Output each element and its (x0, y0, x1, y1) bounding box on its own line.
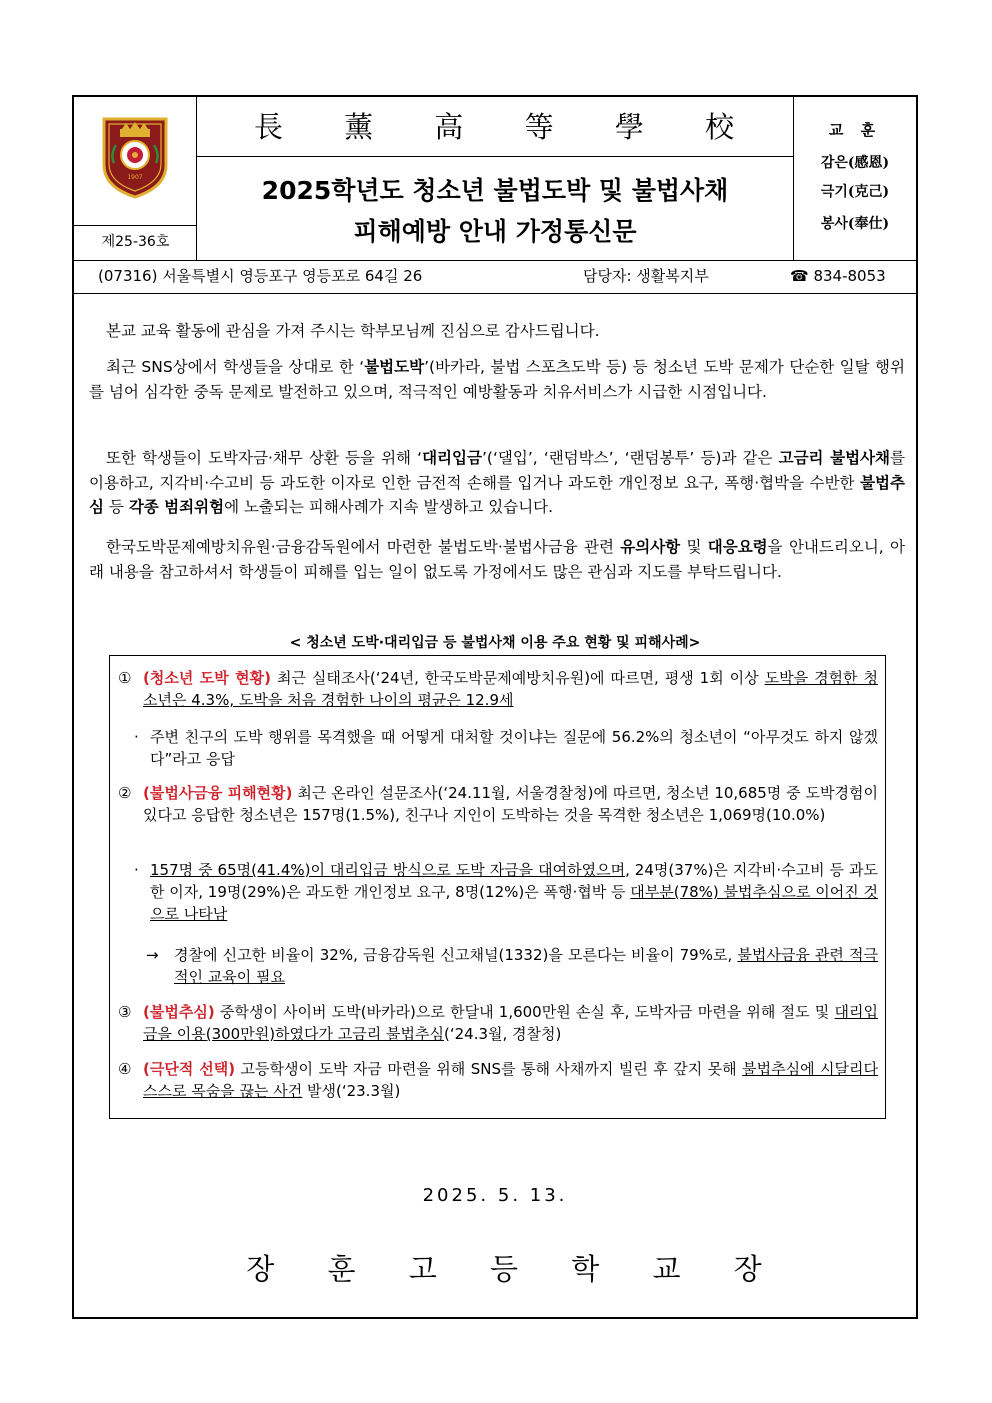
cases-box (109, 655, 886, 1119)
item-1: ① (청소년 도박 현황) 최근 실태조사(‘24년, 한국도박문제예방치유원)에 따르면, 평생 1회 이상 도박을 경험한 청소년은 4.3%, 도박을 처음 경험한 나이의 평균은 12.9세 (118, 669, 878, 709)
item-2-arrow: → 경찰에 신고한 비율이 32%, 금융감독원 신고채널(1332)을 모른다는 비율이 79%로, 불법사금융 관련 적극적인 교육이 필요 (146, 946, 878, 986)
motto-item: 감은(感恩) (820, 155, 890, 171)
phone-number: ☎ 834-8053 (790, 267, 886, 285)
notice-frame (72, 95, 918, 1319)
school-name: 長 薰 高 等 學 校 (197, 97, 793, 157)
principal-signature: 장 훈 고 등 학 교 장 (246, 1252, 784, 1286)
paragraph-greeting: 본교 교육 활동에 관심을 가져 주시는 학부모님께 진심으로 감사드립니다. (106, 322, 600, 340)
paragraph-loans: 또한 학생들이 도박자금·채무 상환 등을 위해 ‘대리입금’(‘댈입’, ‘랜덤박스’, ‘랜덤봉투’ 등)과 같은 고금리 불법사채를 이용하고, 지각비·수고비 등 과도한 이자로 인한 금전적 손해를 입거나 과도한 개인정보 요구, 폭행·협박을 수반한 불법추심 등 각종 범죄위험에 노출되는 피해사례가 지속 발생하고 있습니다. (89, 449, 905, 516)
logo-cell (74, 97, 197, 260)
address-row (74, 260, 916, 294)
motto-heading: 교 훈 (828, 121, 882, 139)
issue-date: 2025. 5. 13. (422, 1185, 568, 1206)
school-motto (793, 97, 916, 260)
item-1-sub: · 주변 친구의 도박 행위를 목격했을 때 어떻게 대처할 것이냐는 질문에 56.2%의 청소년이 “아무것도 하지 않겠다”라고 응답 (134, 728, 878, 768)
document-number: 제25-36호 (74, 225, 197, 260)
motto-item: 극기(克己) (820, 184, 890, 200)
item-2: ② (불법사금융 피해현황) 최근 온라인 설문조사(‘24.11월, 서울경찰청)에 따르면, 청소년 10,685명 중 도박경험이 있다고 응답한 청소년은 157명(1.5%), 친구나 지인이 도박하는 것을 목격한 청소년은 1,069명(10.0%) (118, 784, 878, 824)
title-line-1: 2025학년도 청소년 불법도박 및 불법사채 (261, 176, 729, 205)
item-4: ④ (극단적 선택) 고등학생이 도박 자금 마련을 위해 SNS를 통해 사채까지 빌린 후 갚지 못해 불법추심에 시달리다 스스로 목숨을 끊는 사건 발생(‘23.3월) (118, 1060, 878, 1100)
contact-person: 담당자: 생활복지부 (583, 267, 709, 285)
section-title: < 청소년 도박·대리입금 등 불법사채 이용 주요 현황 및 피해사례> (289, 635, 701, 651)
item-3: ③ (불법추심) 중학생이 사이버 도박(바카라)으로 한달내 1,600만원 손실 후, 도박자금 마련을 위해 절도 및 대리입금을 이용(300만원)하였다가 고금리 불법추심(‘24.3월, 경찰청) (118, 1003, 878, 1043)
header (74, 97, 916, 260)
item-2-sub: · 157명 중 65명(41.4%)이 대리입금 방식으로 도박 자금을 대여하였으며, 24명(37%)은 지각비·수고비 등 과도한 이자, 19명(29%)은 과도한 개인정보 요구, 8명(12%)은 폭행·협박 등 대부분(78%) 불법추심으로 이어진 것으로 나타남 (134, 861, 878, 923)
school-emblem-icon (100, 115, 170, 199)
notice-title (197, 157, 793, 260)
school-address: (07316) 서울특별시 영등포구 영등포로 64길 26 (98, 267, 423, 285)
motto-item: 봉사(奉仕) (820, 216, 890, 232)
title-line-2: 피해예방 안내 가정통신문 (353, 217, 637, 246)
paragraph-guidance: 한국도박문제예방치유원·금융감독원에서 마련한 불법도박·불법사금융 관련 유의사항 및 대응요령을 안내드리오니, 아래 내용을 참고하셔서 학생들이 피해를 입는 일이 없도록 가정에서도 많은 관심과 지도를 부탁드립니다. (89, 538, 906, 581)
paragraph-gambling: 최근 SNS상에서 학생들을 상대로 한 ‘불법도박’(바카라, 불법 스포츠도박 등) 등 청소년 도박 문제가 단순한 일탈 행위를 넘어 심각한 중독 문제로 발전하고 있으며, 적극적인 예방활동과 치유서비스가 시급한 시점입니다. (89, 358, 905, 401)
svg-text:1907: 1907 (127, 174, 143, 181)
